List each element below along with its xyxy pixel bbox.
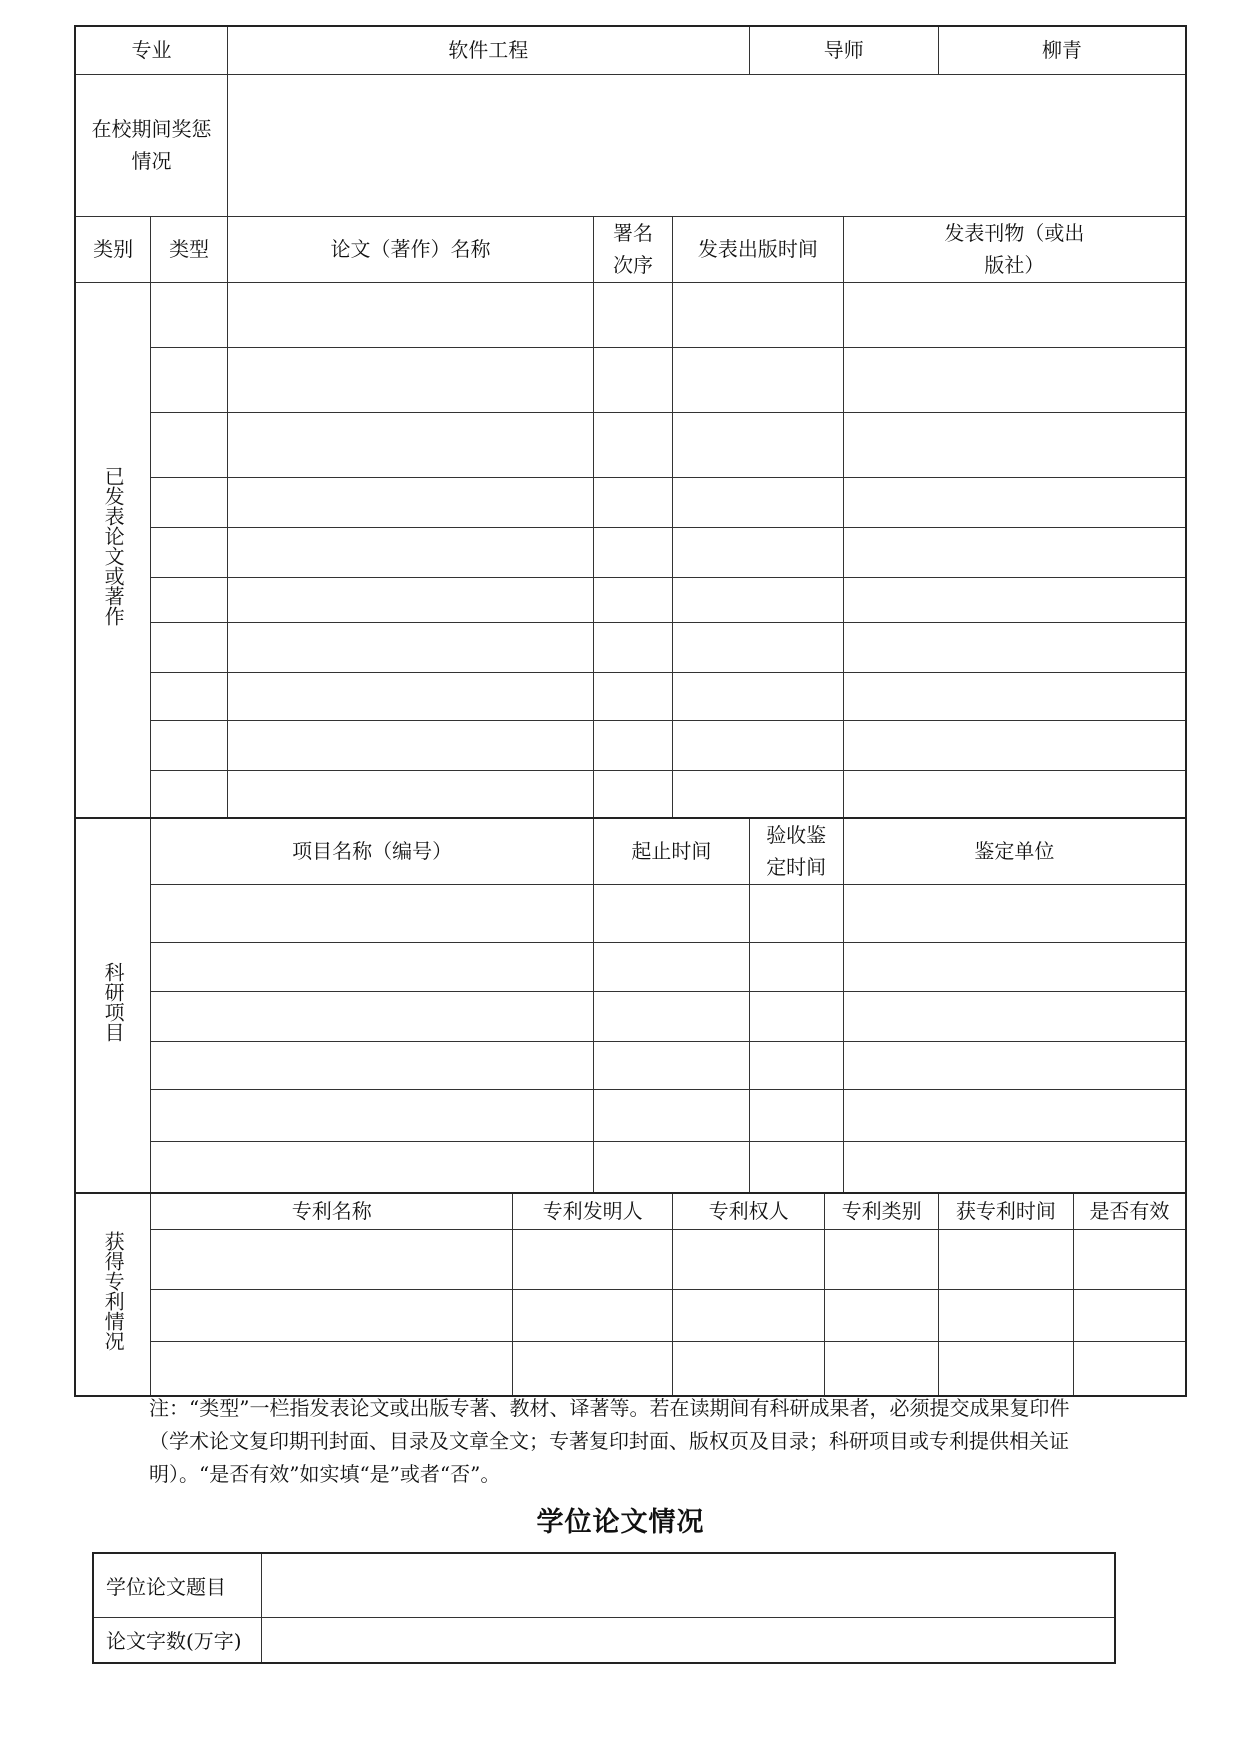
achievement-table xyxy=(74,25,1187,1397)
col-order xyxy=(594,216,673,282)
col-paper-title: 论文（著作）名称 xyxy=(227,216,593,282)
patent-name-cell[interactable] xyxy=(151,1229,513,1289)
awards-value[interactable] xyxy=(227,74,1186,216)
project-period-cell[interactable] xyxy=(594,991,749,1041)
paper-title-cell[interactable] xyxy=(227,347,593,412)
thesis-words-value[interactable] xyxy=(261,1617,1115,1663)
papers-section-text: 已发表论文或著作 xyxy=(101,465,126,626)
col-journal-text: 发表刊物（或出版社） xyxy=(944,221,1085,277)
col-project-name: 项目名称（编号） xyxy=(151,818,594,884)
paper-journal-cell[interactable] xyxy=(843,577,1186,622)
paper-time-cell[interactable] xyxy=(672,477,843,527)
col-accept-time xyxy=(749,818,843,884)
project-name-cell[interactable] xyxy=(151,884,594,942)
paper-time-cell[interactable] xyxy=(672,770,843,818)
paper-time-cell[interactable] xyxy=(672,347,843,412)
col-patent-name: 专利名称 xyxy=(151,1193,513,1229)
project-unit-cell[interactable] xyxy=(843,884,1186,942)
paper-order-cell[interactable] xyxy=(594,477,673,527)
paper-time-cell[interactable] xyxy=(672,412,843,477)
paper-order-cell[interactable] xyxy=(594,720,673,770)
paper-title-cell[interactable] xyxy=(227,720,593,770)
paper-journal-cell[interactable] xyxy=(843,527,1186,577)
paper-journal-cell[interactable] xyxy=(843,347,1186,412)
col-pub-time: 发表出版时间 xyxy=(672,216,843,282)
thesis-table xyxy=(92,1552,1116,1664)
project-accept-cell[interactable] xyxy=(749,991,843,1041)
project-period-cell[interactable] xyxy=(594,1041,749,1089)
awards-label-text: 在校期间奖惩情况 xyxy=(91,117,212,173)
paper-type-cell[interactable] xyxy=(151,770,228,818)
col-order-text: 署名次序 xyxy=(613,221,654,277)
paper-journal-cell[interactable] xyxy=(843,622,1186,672)
advisor-label: 导师 xyxy=(749,26,938,74)
patents-section-label xyxy=(75,1193,151,1396)
project-period-cell[interactable] xyxy=(594,1089,749,1141)
paper-journal-cell[interactable] xyxy=(843,477,1186,527)
paper-title-cell[interactable] xyxy=(227,672,593,720)
paper-type-cell[interactable] xyxy=(151,622,228,672)
papers-section-label xyxy=(75,282,151,818)
col-appraisal-unit: 鉴定单位 xyxy=(843,818,1186,884)
paper-order-cell[interactable] xyxy=(594,577,673,622)
paper-title-cell[interactable] xyxy=(227,770,593,818)
patents-section-text: 获得专利情况 xyxy=(101,1230,126,1351)
paper-time-cell[interactable] xyxy=(672,577,843,622)
paper-journal-cell[interactable] xyxy=(843,720,1186,770)
patent-holder-cell[interactable] xyxy=(672,1229,824,1289)
col-patent-inventor: 专利发明人 xyxy=(513,1193,673,1229)
form-note: 注：“类型”一栏指发表论文或出版专著、教材、译著等。若在读期间有科研成果者，必须提交成果复印件（学术论文复印期刊封面、目录及文章全文；专著复印封面、版权页及目录；科研项目或专利提供相关证明）。“是否有效”如实填“是”或者“否”。 xyxy=(149,1396,1070,1486)
project-name-cell[interactable] xyxy=(151,1041,594,1089)
paper-order-cell[interactable] xyxy=(594,412,673,477)
col-journal xyxy=(843,216,1186,282)
category-label: 类别 xyxy=(75,216,151,282)
paper-order-cell[interactable] xyxy=(594,672,673,720)
project-accept-cell[interactable] xyxy=(749,1041,843,1089)
major-value[interactable]: 软件工程 xyxy=(227,26,749,74)
patent-time-cell[interactable] xyxy=(938,1229,1073,1289)
awards-label xyxy=(75,74,227,216)
paper-title-cell[interactable] xyxy=(227,412,593,477)
project-unit-cell[interactable] xyxy=(843,991,1186,1041)
project-period-cell[interactable] xyxy=(594,884,749,942)
patent-inventor-cell[interactable] xyxy=(513,1289,673,1341)
patent-time-cell[interactable] xyxy=(938,1341,1073,1396)
col-patent-holder: 专利权人 xyxy=(672,1193,824,1229)
paper-type-cell[interactable] xyxy=(151,577,228,622)
projects-section-text: 科研项目 xyxy=(101,961,126,1042)
projects-section-label xyxy=(75,818,151,1193)
patent-category-cell[interactable] xyxy=(825,1229,939,1289)
patent-holder-cell[interactable] xyxy=(672,1289,824,1341)
paper-order-cell[interactable] xyxy=(594,282,673,347)
project-accept-cell[interactable] xyxy=(749,942,843,991)
patent-category-cell[interactable] xyxy=(825,1341,939,1396)
paper-title-cell[interactable] xyxy=(227,577,593,622)
paper-type-cell[interactable] xyxy=(151,527,228,577)
project-name-cell[interactable] xyxy=(151,942,594,991)
col-patent-time: 获专利时间 xyxy=(938,1193,1073,1229)
project-name-cell[interactable] xyxy=(151,1089,594,1141)
major-label: 专业 xyxy=(75,26,227,74)
project-unit-cell[interactable] xyxy=(843,1141,1186,1193)
thesis-title-label: 学位论文题目 xyxy=(93,1553,261,1617)
paper-title-cell[interactable] xyxy=(227,282,593,347)
col-project-period: 起止时间 xyxy=(594,818,749,884)
paper-time-cell[interactable] xyxy=(672,672,843,720)
patent-name-cell[interactable] xyxy=(151,1341,513,1396)
paper-journal-cell[interactable] xyxy=(843,282,1186,347)
paper-journal-cell[interactable] xyxy=(843,672,1186,720)
paper-type-cell[interactable] xyxy=(151,672,228,720)
paper-journal-cell[interactable] xyxy=(843,412,1186,477)
patent-inventor-cell[interactable] xyxy=(513,1229,673,1289)
paper-type-cell[interactable] xyxy=(151,282,228,347)
thesis-title-value[interactable] xyxy=(261,1553,1115,1617)
patent-valid-cell[interactable] xyxy=(1073,1229,1186,1289)
paper-order-cell[interactable] xyxy=(594,347,673,412)
patent-name-cell[interactable] xyxy=(151,1289,513,1341)
paper-time-cell[interactable] xyxy=(672,527,843,577)
patent-holder-cell[interactable] xyxy=(672,1341,824,1396)
paper-order-cell[interactable] xyxy=(594,622,673,672)
project-accept-cell[interactable] xyxy=(749,884,843,942)
patent-category-cell[interactable] xyxy=(825,1289,939,1341)
paper-title-cell[interactable] xyxy=(227,477,593,527)
paper-journal-cell[interactable] xyxy=(843,770,1186,818)
advisor-value[interactable]: 柳青 xyxy=(938,26,1186,74)
project-period-cell[interactable] xyxy=(594,942,749,991)
project-name-cell[interactable] xyxy=(151,991,594,1041)
col-patent-valid: 是否有效 xyxy=(1073,1193,1186,1229)
col-patent-category: 专利类别 xyxy=(825,1193,939,1229)
patent-inventor-cell[interactable] xyxy=(513,1341,673,1396)
paper-type-cell[interactable] xyxy=(151,412,228,477)
paper-time-cell[interactable] xyxy=(672,622,843,672)
paper-type-cell[interactable] xyxy=(151,720,228,770)
patent-time-cell[interactable] xyxy=(938,1289,1073,1341)
project-name-cell[interactable] xyxy=(151,1141,594,1193)
col-type: 类型 xyxy=(151,216,228,282)
thesis-words-label: 论文字数(万字) xyxy=(93,1617,261,1663)
paper-time-cell[interactable] xyxy=(672,720,843,770)
paper-order-cell[interactable] xyxy=(594,770,673,818)
paper-type-cell[interactable] xyxy=(151,347,228,412)
paper-title-cell[interactable] xyxy=(227,622,593,672)
project-accept-cell[interactable] xyxy=(749,1089,843,1141)
paper-type-cell[interactable] xyxy=(151,477,228,527)
patent-valid-cell[interactable] xyxy=(1073,1341,1186,1396)
project-unit-cell[interactable] xyxy=(843,1089,1186,1141)
project-unit-cell[interactable] xyxy=(843,1041,1186,1089)
project-unit-cell[interactable] xyxy=(843,942,1186,991)
project-period-cell[interactable] xyxy=(594,1141,749,1193)
paper-time-cell[interactable] xyxy=(672,282,843,347)
patent-valid-cell[interactable] xyxy=(1073,1289,1186,1341)
paper-title-cell[interactable] xyxy=(227,527,593,577)
col-accept-time-text: 验收鉴定时间 xyxy=(766,823,827,880)
thesis-section-title: 学位论文情况 xyxy=(536,1507,705,1538)
project-accept-cell[interactable] xyxy=(749,1141,843,1193)
paper-order-cell[interactable] xyxy=(594,527,673,577)
